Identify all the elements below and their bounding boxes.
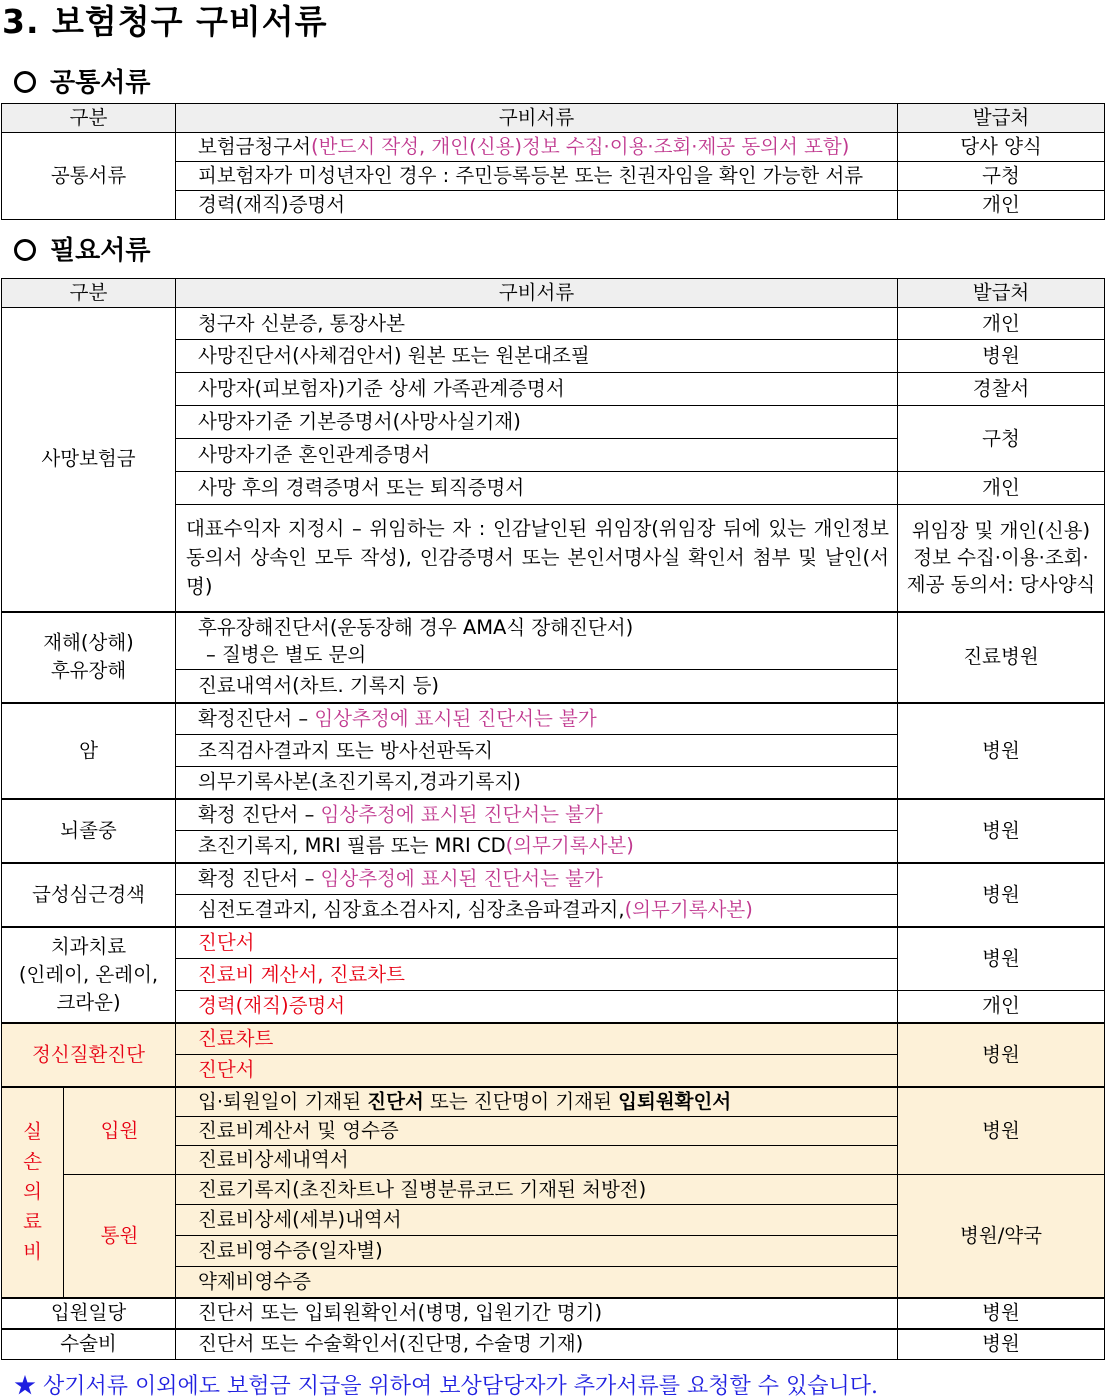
- common-documents-table: [1, 103, 1105, 220]
- issuer-cell: 병원/약국: [898, 1175, 1105, 1298]
- document-cell: 경력(재직)증명서: [176, 991, 898, 1023]
- table-header-row: [2, 279, 1105, 308]
- header-issuer: 발급처: [898, 279, 1105, 308]
- section-heading-common: 공통서류: [14, 62, 150, 99]
- document-cell: 진단서: [176, 1055, 898, 1087]
- issuer-cell: 개인: [898, 308, 1105, 340]
- page-title: 3. 보험청구 구비서류: [2, 2, 328, 41]
- header-category: 구분: [2, 104, 176, 133]
- document-cell: 진료기록지(초진차트나 질병분류코드 기재된 처방전): [176, 1175, 898, 1205]
- document-cell: 진료차트: [176, 1023, 898, 1055]
- table-row: [2, 927, 1105, 959]
- issuer-cell: 병원: [898, 1087, 1105, 1175]
- document-cell: 초진기록지, MRI 필름 또는 MRI CD(의무기록사본): [176, 831, 898, 863]
- category-cell: 뇌졸중: [2, 799, 176, 863]
- subcategory-inpatient: 입원: [64, 1087, 176, 1175]
- issuer-cell: 병원: [898, 1023, 1105, 1087]
- table-row: [2, 308, 1105, 340]
- document-cell: 사망자(피보험자)기준 상세 가족관계증명서: [176, 373, 898, 406]
- document-cell: 확정 진단서 – 임상추정에 표시된 진단서는 불가: [176, 799, 898, 831]
- category-cell: 정신질환진단: [2, 1023, 176, 1087]
- document-cell: 확정 진단서 – 임상추정에 표시된 진단서는 불가: [176, 863, 898, 895]
- circle-bullet-icon: [14, 239, 36, 261]
- document-cell: 진료비 계산서, 진료차트: [176, 959, 898, 991]
- issuer-cell: 개인: [898, 991, 1105, 1023]
- footnote: ★ 상기서류 이외에도 보험금 지급을 위하여 보상담당자가 추가서류를 요청할 수 있습니다.: [14, 1374, 878, 1399]
- issuer-cell: 경찰서: [898, 373, 1105, 406]
- category-cell: 급성심근경색: [2, 863, 176, 927]
- category-cell: 재해(상해) 후유장해: [2, 612, 176, 703]
- required-documents-table: [1, 278, 1105, 1360]
- header-documents: 구비서류: [176, 104, 898, 133]
- document-cell: 경력(재직)증명서: [176, 191, 898, 220]
- document-cell: 약제비영수증: [176, 1267, 898, 1298]
- document-cell: 피보험자가 미성년자인 경우 : 주민등록등본 또는 친권자임을 확인 가능한 서류: [176, 162, 898, 191]
- issuer-cell: 병원: [898, 863, 1105, 927]
- category-cell-medical: 실 손 의 료 비: [2, 1087, 64, 1298]
- document-cell: 진단서 또는 입퇴원확인서(병명, 입원기간 명기): [176, 1298, 898, 1329]
- document-cell: 의무기록사본(초진기록지,경과기록지): [176, 767, 898, 799]
- issuer-cell: 병원: [898, 1329, 1105, 1360]
- document-cell: 진료비상세내역서: [176, 1146, 898, 1175]
- document-cell: 사망자기준 혼인관계증명서: [176, 439, 898, 472]
- document-cell: 진료비영수증(일자별): [176, 1236, 898, 1267]
- document-cell: 진료비상세(세부)내역서: [176, 1205, 898, 1236]
- document-cell: 보험금청구서(반드시 작성, 개인(신용)정보 수집·이용·조회·제공 동의서 포함): [176, 133, 898, 162]
- category-cell: 입원일당: [2, 1298, 176, 1329]
- header-documents: 구비서류: [176, 279, 898, 308]
- issuer-cell: 병원: [898, 799, 1105, 863]
- header-category: 구분: [2, 279, 176, 308]
- table-header-row: [2, 104, 1105, 133]
- document-cell: 진료내역서(차트. 기록지 등): [176, 670, 898, 703]
- table-row: [2, 1087, 1105, 1117]
- category-cell: 사망보험금: [2, 308, 176, 612]
- document-cell: 진단서: [176, 927, 898, 959]
- table-row: [2, 133, 1105, 162]
- issuer-cell: 병원: [898, 927, 1105, 991]
- issuer-cell: 개인: [898, 191, 1105, 220]
- document-cell: 입·퇴원일이 기재된 진단서 또는 진단명이 기재된 입퇴원확인서: [176, 1087, 898, 1117]
- document-cell: 진단서 또는 수술확인서(진단명, 수술명 기재): [176, 1329, 898, 1360]
- category-cell: 수술비: [2, 1329, 176, 1360]
- section-heading-required: 필요서류: [14, 230, 150, 267]
- table-row: [2, 1298, 1105, 1329]
- issuer-cell: 구청: [898, 162, 1105, 191]
- document-cell: 확정진단서 – 임상추정에 표시된 진단서는 불가: [176, 703, 898, 735]
- issuer-cell: 구청: [898, 406, 1105, 472]
- issuer-cell: 위임장 및 개인(신용)정보 수집·이용·조회·제공 동의서: 당사양식: [898, 505, 1105, 612]
- document-cell: 조직검사결과지 또는 방사선판독지: [176, 735, 898, 767]
- document-cell: 사망 후의 경력증명서 또는 퇴직증명서: [176, 472, 898, 505]
- table-row: [2, 703, 1105, 735]
- category-cell: 암: [2, 703, 176, 799]
- table-row: [2, 863, 1105, 895]
- table-row: [2, 612, 1105, 670]
- header-issuer: 발급처: [898, 104, 1105, 133]
- category-cell: 치과치료 (인레이, 온레이, 크라운): [2, 927, 176, 1023]
- issuer-cell: 개인: [898, 472, 1105, 505]
- subcategory-outpatient: 통원: [64, 1175, 176, 1298]
- document-cell: 진료비계산서 및 영수증: [176, 1117, 898, 1146]
- table-row: [2, 1023, 1105, 1055]
- document-cell: 후유장해진단서(운동장해 경우 AMA식 장해진단서) – 질병은 별도 문의: [176, 612, 898, 670]
- document-cell: 청구자 신분증, 통장사본: [176, 308, 898, 340]
- document-cell: 사망진단서(사체검안서) 원본 또는 원본대조필: [176, 340, 898, 373]
- issuer-cell: 병원: [898, 1298, 1105, 1329]
- document-cell: 심전도결과지, 심장효소검사지, 심장초음파결과지,(의무기록사본): [176, 895, 898, 927]
- table-row: [2, 1175, 1105, 1205]
- circle-bullet-icon: [14, 71, 36, 93]
- table-row: [2, 1329, 1105, 1360]
- issuer-cell: 진료병원: [898, 612, 1105, 703]
- category-cell: 공통서류: [2, 133, 176, 220]
- issuer-cell: 병원: [898, 340, 1105, 373]
- issuer-cell: 당사 양식: [898, 133, 1105, 162]
- document-cell: 사망자기준 기본증명서(사망사실기재): [176, 406, 898, 439]
- document-cell: 대표수익자 지정시 – 위임하는 자 : 인감날인된 위임장(위임장 뒤에 있는 개인정보동의서 상속인 모두 작성), 인감증명서 또는 본인서명사실 확인서 첨부 및 날인(서명): [176, 505, 898, 612]
- issuer-cell: 병원: [898, 703, 1105, 799]
- table-row: [2, 799, 1105, 831]
